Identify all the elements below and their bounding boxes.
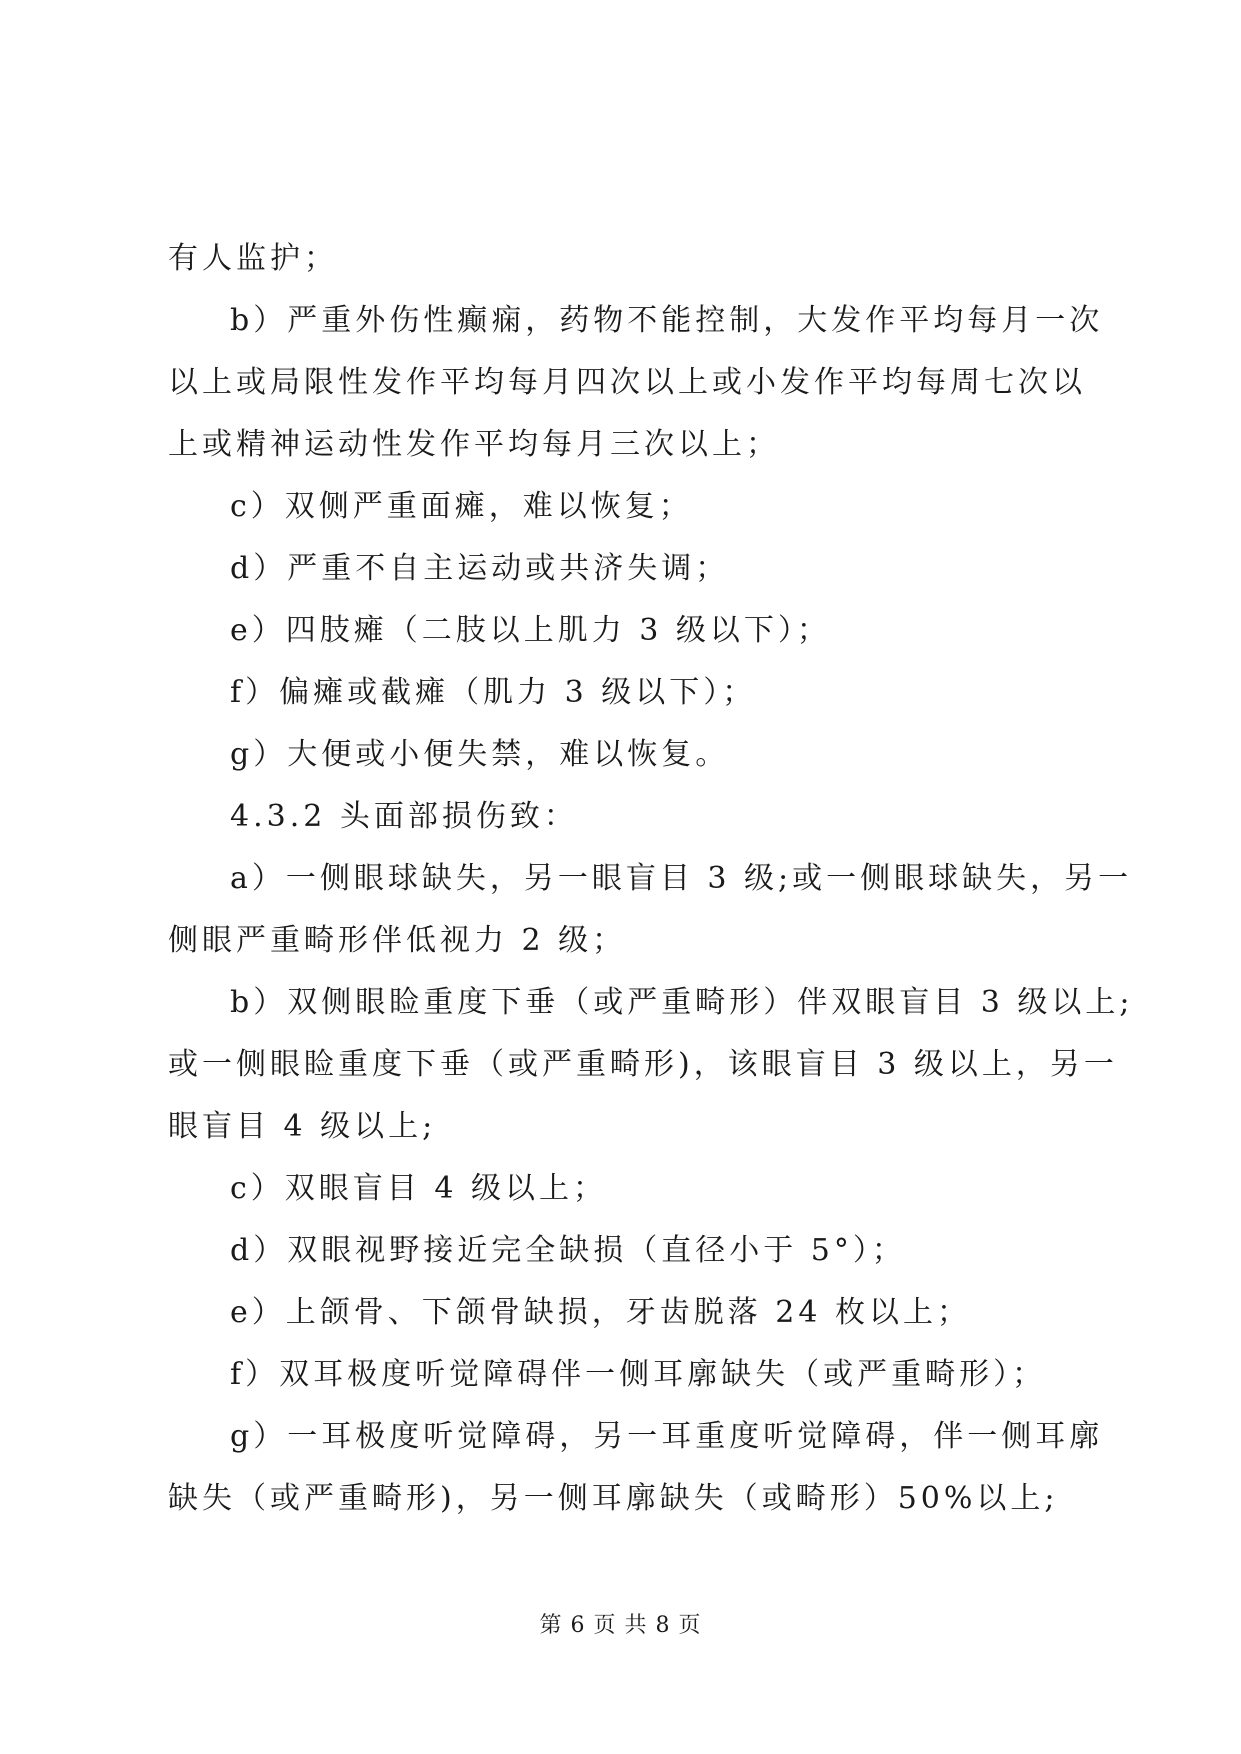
text-line-11: a）一侧眼球缺失，另一眼盲目 3 级;或一侧眼球缺失，另一 — [230, 861, 1133, 896]
text-line-12: 侧眼严重畸形伴低视力 2 级； — [168, 923, 627, 958]
text-line-3: 以上或局限性发作平均每月四次以上或小发作平均每周七次以 — [168, 365, 1086, 400]
document-body — [168, 228, 1134, 1530]
text-line-16: c）双眼盲目 4 级以上； — [230, 1171, 607, 1206]
page-number-footer: 第 6 页 共 8 页 — [539, 1613, 702, 1638]
text-line-17: d）双眼视野接近完全缺损（直径小于 5°）； — [230, 1233, 906, 1268]
text-line-1: 有人监护； — [168, 241, 338, 276]
text-line-2: b）严重外伤性癫痫，药物不能控制，大发作平均每月一次 — [230, 303, 1104, 338]
text-line-18: e）上颌骨、下颌骨缺损，牙齿脱落 24 枚以上； — [230, 1295, 971, 1330]
text-line-4: 上或精神运动性发作平均每月三次以上； — [168, 427, 780, 462]
text-line-19: f）双耳极度听觉障碍伴一侧耳廓缺失（或严重畸形）； — [230, 1357, 1047, 1392]
text-line-13: b）双侧眼睑重度下垂（或严重畸形）伴双眼盲目 3 级以上; — [230, 985, 1134, 1020]
text-line-5: c）双侧严重面瘫，难以恢复； — [230, 489, 693, 524]
text-line-8: f）偏瘫或截瘫（肌力 3 级以下）； — [230, 675, 757, 710]
text-line-6: d）严重不自主运动或共济失调； — [230, 551, 730, 586]
text-line-15: 眼盲目 4 级以上; — [168, 1109, 437, 1144]
text-line-20: g）一耳极度听觉障碍，另一耳重度听觉障碍，伴一侧耳廓 — [230, 1419, 1104, 1454]
section-heading-4-3-2: 4.3.2 头面部损伤致： — [230, 799, 578, 834]
text-line-7: e）四肢瘫（二肢以上肌力 3 级以下）； — [230, 613, 831, 648]
text-line-9: g）大便或小便失禁，难以恢复。 — [230, 737, 730, 772]
text-line-21: 缺失（或严重畸形)，另一侧耳廓缺失（或畸形）50%以上; — [168, 1481, 1059, 1516]
text-line-14: 或一侧眼睑重度下垂（或严重畸形)，该眼盲目 3 级以上，另一 — [168, 1047, 1118, 1082]
